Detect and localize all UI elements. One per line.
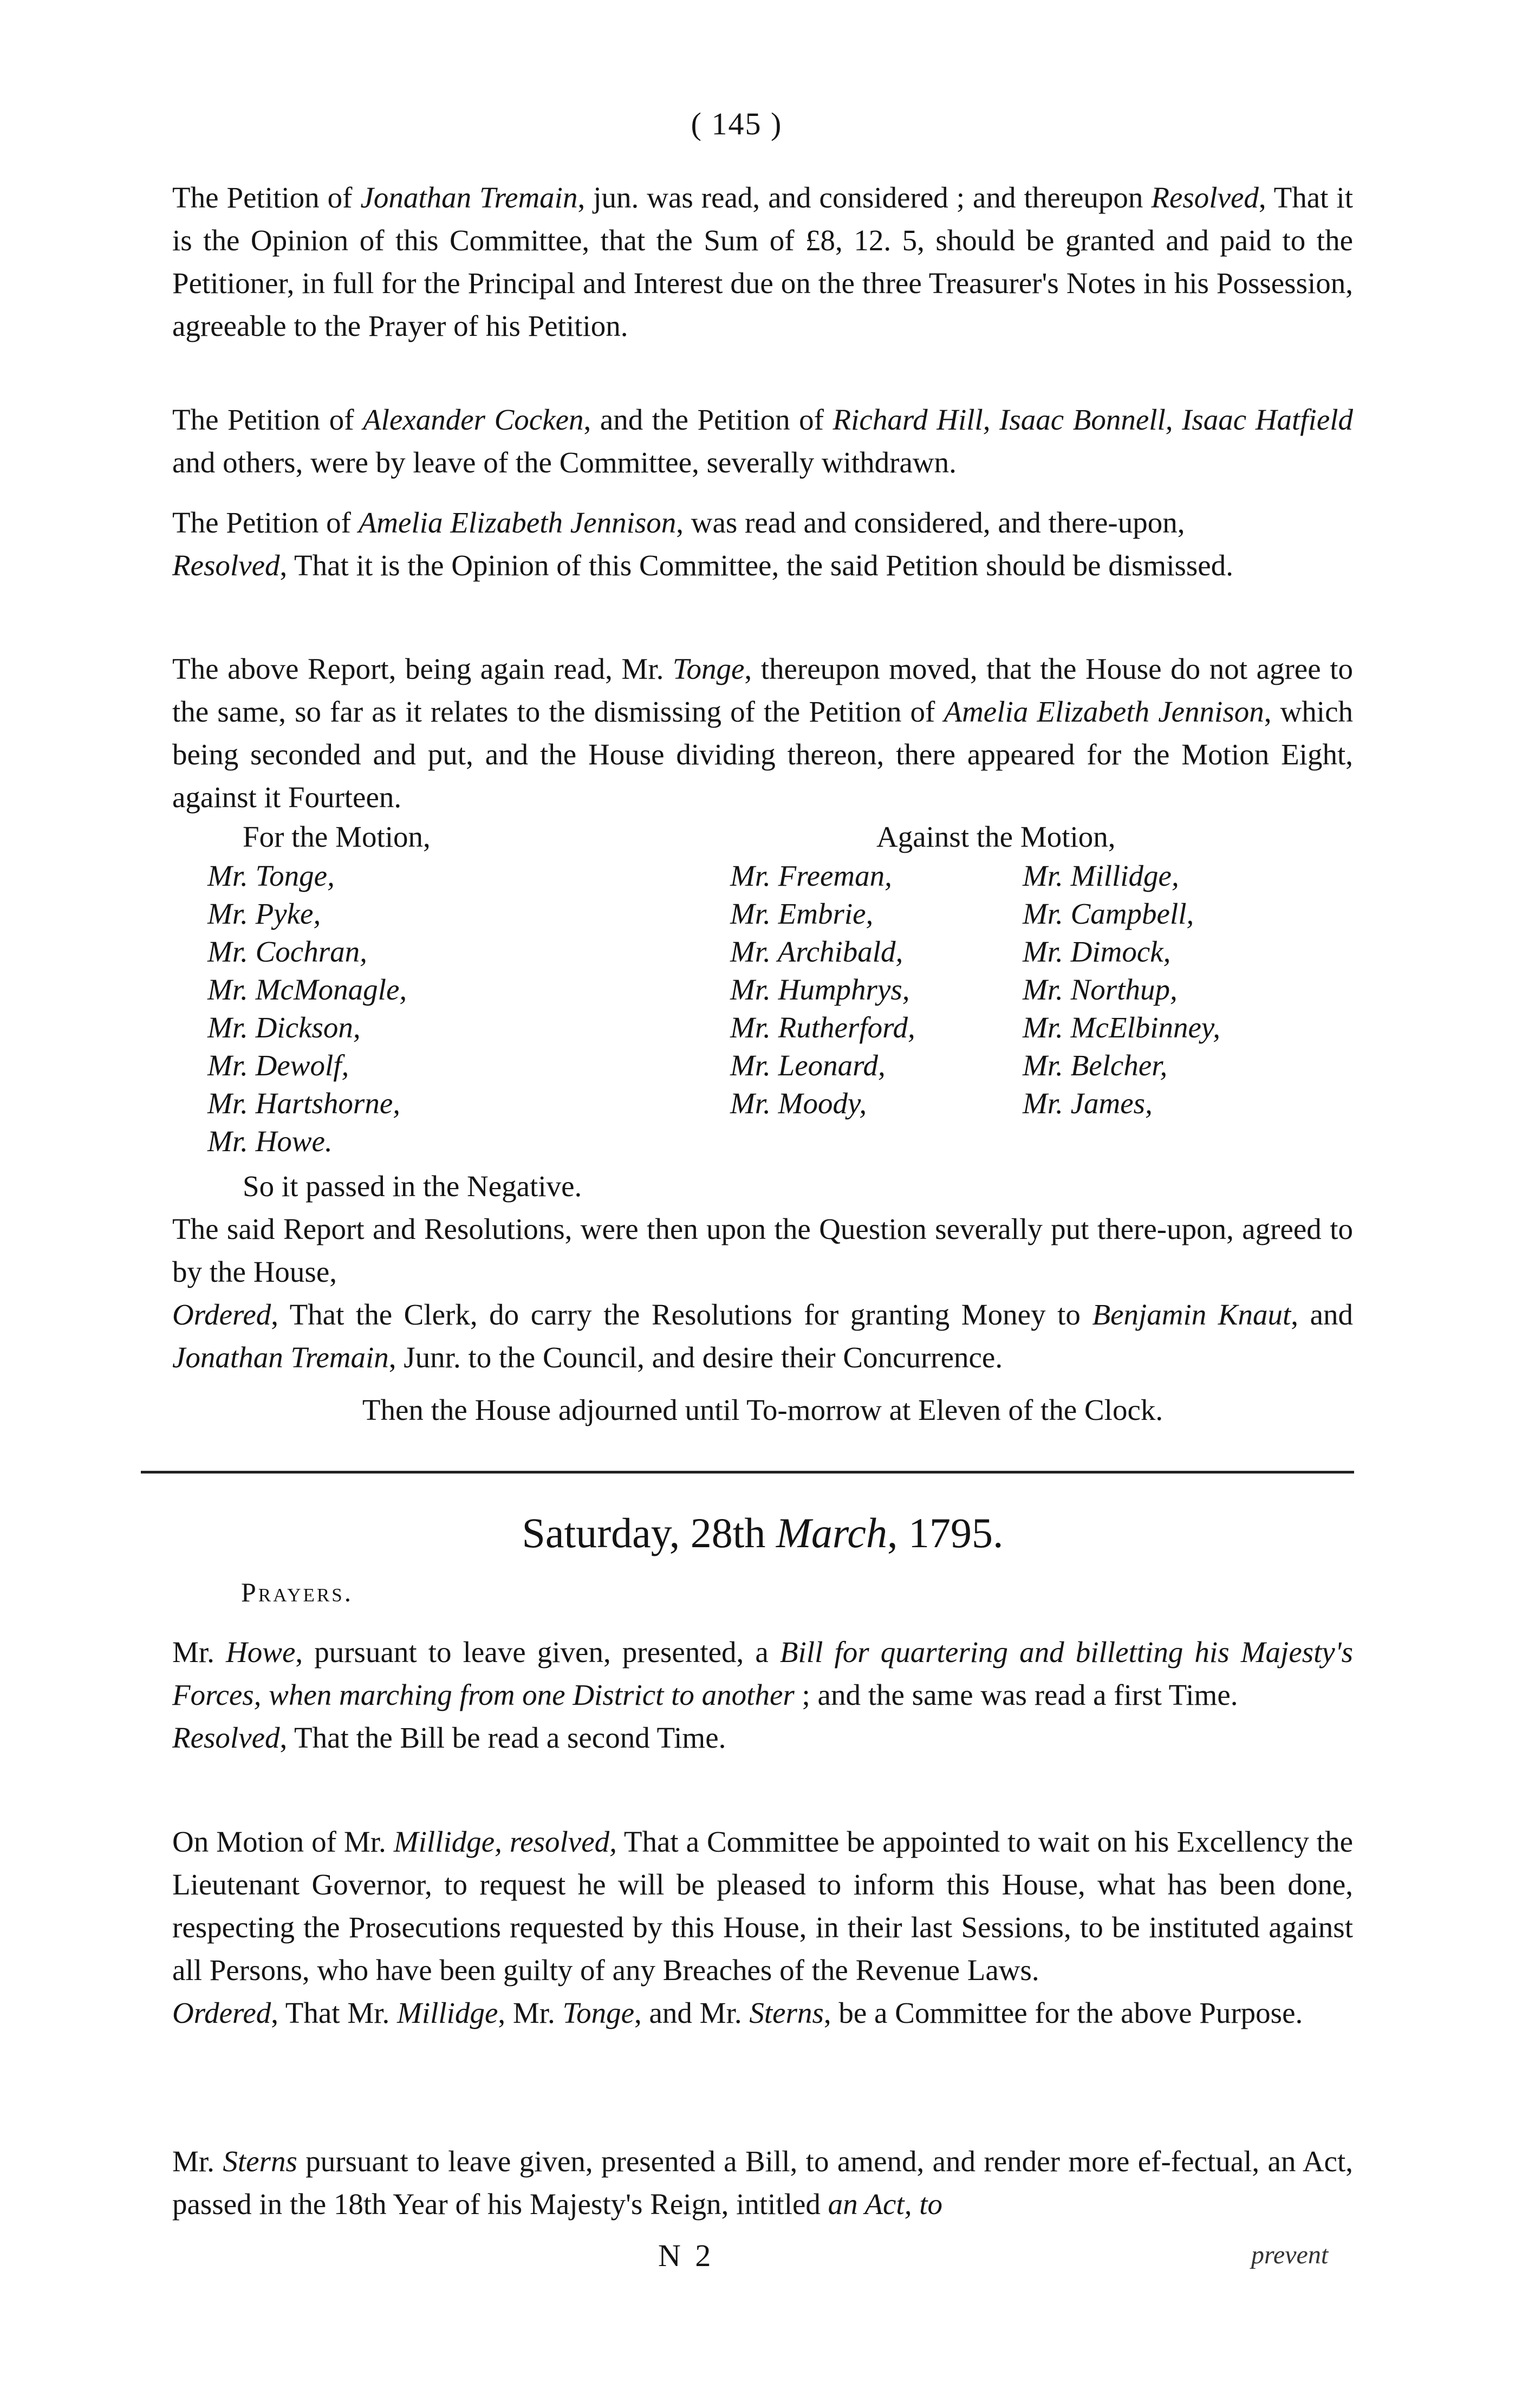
adjournment-text: Then the House adjourned until To-morrow at Eleven of the Clock. [362, 1393, 1163, 1426]
petition-withdrawn-paragraph [172, 398, 1353, 484]
against-member: Mr. Campbell, [1023, 897, 1194, 930]
for-member: Mr. Howe. [207, 1125, 333, 1158]
member-name: Howe [226, 1635, 296, 1669]
petitioner-name: Amelia Elizabeth Jennison [944, 695, 1264, 728]
against-member: Mr. Archibald, [730, 935, 903, 968]
resolved-label: Resolved [172, 1721, 280, 1754]
member-name: Sterns [223, 2145, 297, 2178]
petitioner-name: Alexander Cocken [363, 403, 584, 436]
for-member: Mr. McMonagle, [207, 973, 407, 1006]
resolved-label: Resolved [172, 549, 280, 582]
paragraph-text: On Motion of Mr. Millidge, resolved, That a Committee be appointed to wait on his Excellency the Lieutenant Governor, to request he will be pleased to inform this House, what has been done, respecting the Prosecutions requested by this House, in their last Sessions, to be instituted against all Persons, who have been guilty of any Breaches of the Revenue Laws. [172, 1825, 1353, 1987]
petitioner-name: Amelia Elizabeth Jennison [358, 506, 677, 539]
against-member: Mr. Dimock, [1023, 935, 1171, 968]
member-name: Millidge [397, 1996, 498, 2029]
against-motion-heading: Against the Motion, [876, 820, 1116, 853]
paragraph-text: Mr. Howe, pursuant to leave given, presented, a Bill for quartering and billetting his Majesty's Forces, when marching from one District to another ; and the same was read a first Time. [172, 1635, 1353, 1711]
petition-jennison-paragraph [172, 501, 1353, 587]
ordered-text: Ordered, That the Clerk, do carry the Resolutions for granting Money to Benjamin Knaut, and Jonathan Tremain, Junr. to the Council, and desire their Concurrence. [172, 1298, 1353, 1374]
against-member: Mr. Humphrys, [730, 973, 910, 1006]
petition-tremain-paragraph [172, 176, 1353, 347]
page-number: ( 145 ) [691, 106, 783, 141]
against-member: Mr. Freeman, [730, 859, 892, 892]
member-name: Millidge [393, 1825, 495, 1858]
paragraph-text: Mr. Sterns pursuant to leave given, presented a Bill, to amend, and render more ef-fectual, an Act, passed in the 18th Year of his Majesty's Reign, intitled an Act, to [172, 2145, 1353, 2221]
against-member: Mr. Embrie, [730, 897, 874, 930]
for-member: Mr. Cochran, [207, 935, 367, 968]
for-member: Mr. Hartshorne, [207, 1087, 400, 1120]
resolved-text: Resolved, That it is the Opinion of this Committee, the said Petition should be dismissed. [172, 549, 1233, 582]
paragraph-text: The Petition of Amelia Elizabeth Jennison, was read and considered, and there-upon, [172, 506, 1185, 539]
for-member: Mr. Pyke, [207, 897, 321, 930]
bill-paragraph [172, 1631, 1353, 1759]
resolved-label: Resolved [1151, 181, 1259, 214]
report-agreed-text: The said Report and Resolutions, were then upon the Question severally put there-upon, agreed to by the House, [172, 1212, 1353, 1288]
act-paragraph [172, 2140, 1353, 2225]
paragraph-text: The Petition of Jonathan Tremain, jun. was read, and considered ; and thereupon Resolved, That it is the Opinion of this Committee, that the Sum of £8, 12. 5, should be granted and paid to the Petitioner, in full for the Principal and Interest due on the three Treasurer's Notes in his Possession, agreeable to the Prayer of his Petition. [172, 181, 1353, 342]
resolved-label: , resolved, [495, 1825, 617, 1858]
catchword: prevent [1251, 2241, 1329, 2269]
member-name: Sterns [749, 1996, 824, 2029]
against-member: Mr. Moody, [730, 1087, 867, 1120]
against-member: Mr. Millidge, [1023, 859, 1179, 892]
against-member: Mr. Rutherford, [730, 1011, 915, 1044]
section-divider [141, 1471, 1354, 1474]
against-member: Mr. James, [1023, 1087, 1153, 1120]
member-name: Tonge [562, 1996, 635, 2029]
bill-title: Bill for quartering and billetting his Majesty's Forces, when marching from one District to another [172, 1635, 1353, 1711]
person-name: Jonathan Tremain [172, 1341, 389, 1374]
ordered-label: Ordered [172, 1298, 271, 1331]
for-member: Mr. Dewolf, [207, 1049, 349, 1082]
signature-mark: N 2 [658, 2238, 714, 2273]
resolution-paragraph [172, 1165, 1353, 1431]
prayers-label: Prayers. [241, 1577, 354, 1607]
act-title: an Act, to [828, 2188, 942, 2221]
person-name: Benjamin Knaut [1092, 1298, 1291, 1331]
petitioner-name: Jonathan Tremain [360, 181, 578, 214]
member-name: Tonge [672, 652, 745, 685]
against-member: Mr. McElbinney, [1023, 1011, 1221, 1044]
against-member: Mr. Northup, [1023, 973, 1178, 1006]
against-member: Mr. Belcher, [1023, 1049, 1168, 1082]
petitioner-names: Richard Hill, Isaac Bonnell, Isaac Hatfield [832, 403, 1354, 436]
ordered-label: Ordered [172, 1996, 271, 2029]
paragraph-text: The Petition of Alexander Cocken, and the Petition of Richard Hill, Isaac Bonnell, Isaac Hatfield and others, were by leave of the Committee, severally withdrawn. [172, 403, 1354, 479]
committee-paragraph [172, 1820, 1353, 2034]
for-motion-heading: For the Motion, [243, 820, 431, 853]
negative-result: So it passed in the Negative. [243, 1170, 582, 1203]
resolved-text: Resolved, That the Bill be read a second Time. [172, 1721, 726, 1754]
against-member: Mr. Leonard, [730, 1049, 886, 1082]
paragraph-text: The above Report, being again read, Mr. Tonge, thereupon moved, that the House do not agree to the same, so far as it relates to the dismissing of the Petition of Amelia Elizabeth Jennison, which being seconded and put, and the House dividing thereon, there appeared for the Motion Eight, against it Fourteen. [172, 652, 1353, 814]
ordered-text: Ordered, That Mr. Millidge, Mr. Tonge, and Mr. Sterns, be a Committee for the above Purpose. [172, 1996, 1303, 2029]
date-heading: Saturday, 28th March, 1795. [522, 1509, 1004, 1556]
for-member: Mr. Tonge, [207, 859, 335, 892]
for-member: Mr. Dickson, [207, 1011, 361, 1044]
motion-paragraph [172, 647, 1353, 819]
